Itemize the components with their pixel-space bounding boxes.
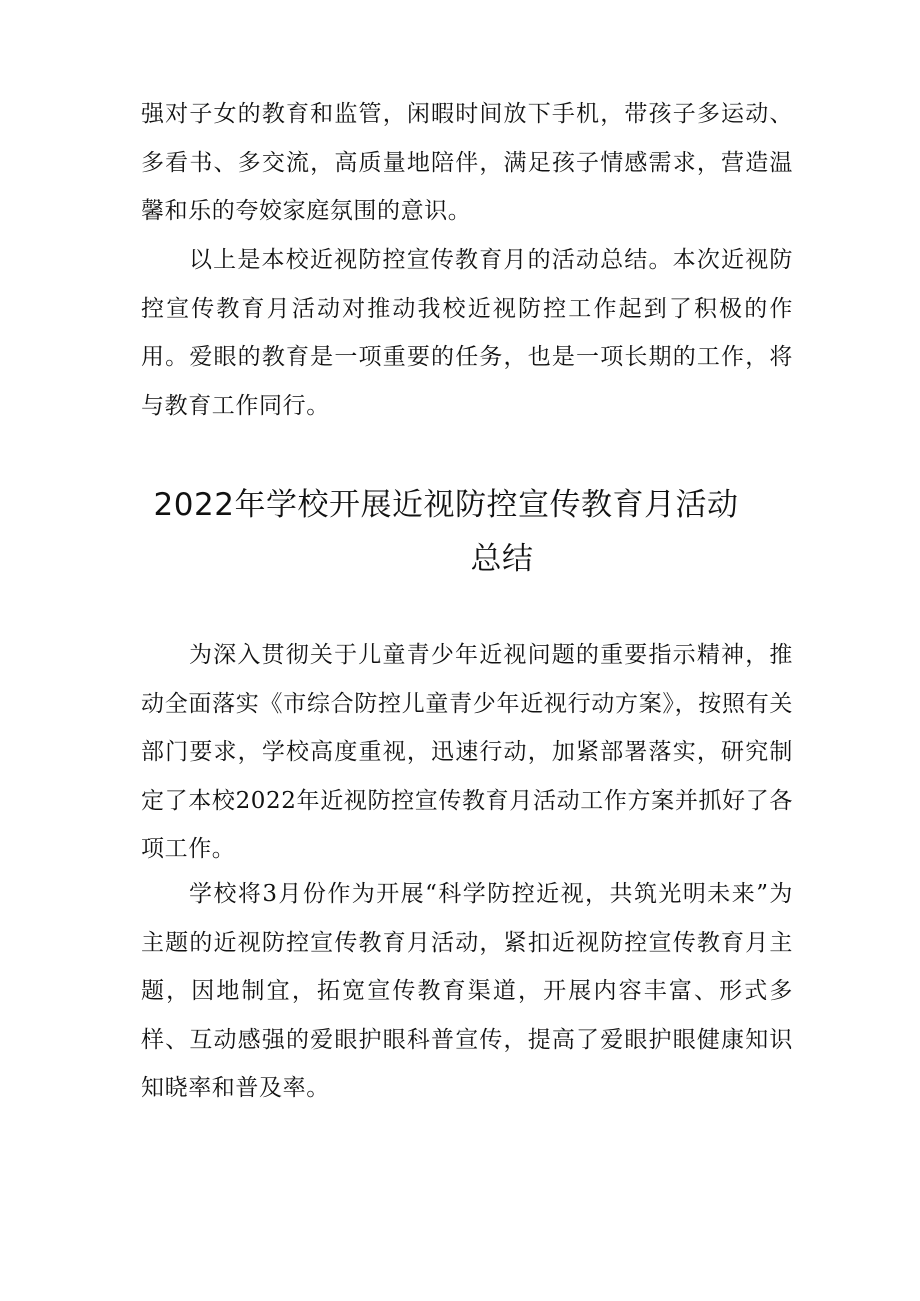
title-line-2: 总结 [470, 541, 534, 577]
paragraph-summary: 以上是本校近视防控宣传教育月的活动总结。本次近视防控宣传教育月活动对推动我校近视防控工作起到了积极的作用。爱眼的教育是一项重要的任务，也是一项长期的工作，将与教育工作同行。 [141, 247, 793, 419]
title-line-1: 2022年学校开展近视防控宣传教育月活动 [153, 487, 739, 523]
paragraph-intro: 为深入贯彻关于儿童青少年近视问题的重要指示精神，推动全面落实《市综合防控儿童青少年近视行动方案》，按照有关部门要求，学校高度重视，迅速行动，加紧部署落实，研究制定了本校2022年近视防控宣传教育月活动工作方案并抓好了各项工作。 [141, 642, 793, 862]
paragraph-continuation: 强对子女的教育和监管，闲暇时间放下手机，带孩子多运动、多看书、多交流，高质量地陪伴，满足孩子情感需求，营造温馨和乐的夸姣家庭氛围的意识。 [141, 101, 793, 224]
document-title [100, 478, 820, 586]
paragraph-theme: 学校将3月份作为开展“科学防控近视，共筑光明未来”为主题的近视防控宣传教育月活动，紧扣近视防控宣传教育月主题，因地制宜，拓宽宣传教育渠道，开展内容丰富、形式多样、互动感强的爱眼护眼科普宣传，提高了爱眼护眼健康知识知晓率和普及率。 [141, 881, 793, 1101]
